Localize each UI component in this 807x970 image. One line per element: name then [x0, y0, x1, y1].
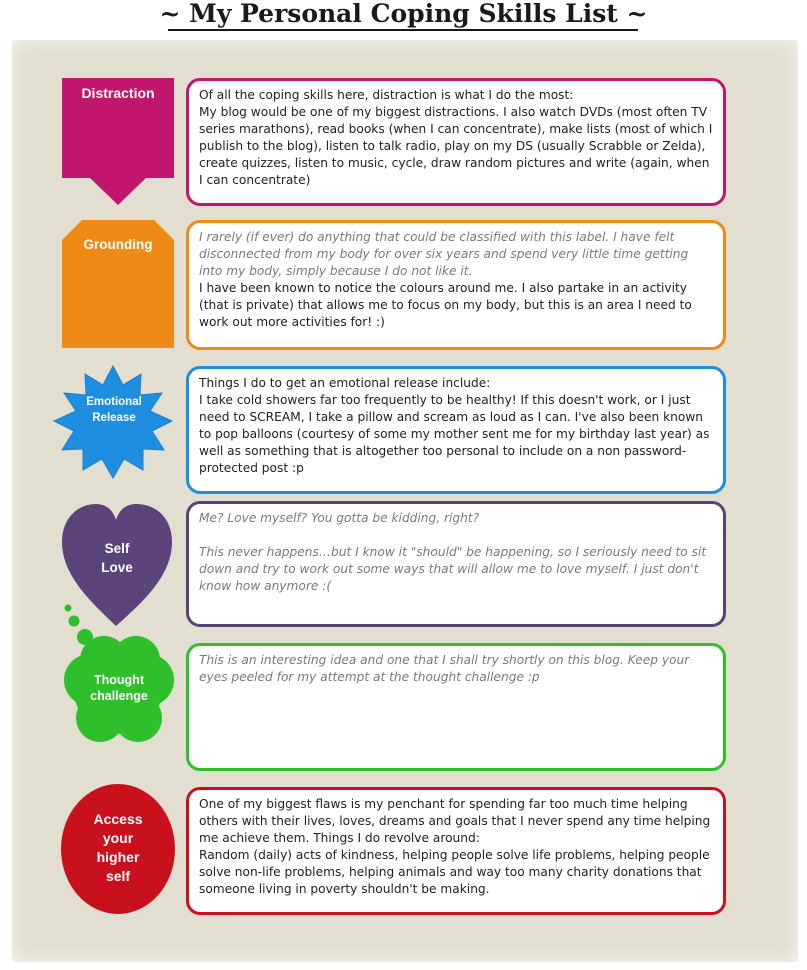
access-higher-self-text-box: [186, 787, 726, 915]
skill-paragraph: This never happens…but I know it "should" be happening, so I seriously need to sit down and try to work out some ways that will allow me to love myself. I just don't know how anymore :(: [199, 545, 707, 593]
skill-paragraph: Of all the coping skills here, distraction is what I do the most: My blog would be one of my biggest distractions. I also watch DVDs (most often TV series marathons), read books (when I can concentrate), make lists (most of which I publish to the blog), listen to talk radio, play on my DS (usually Scrabble or Zelda), create quizzes, listen to music, cycle, draw random pictures and write (again, when I can concentrate): [199, 88, 713, 187]
label-emotional-release: Emotional Release: [86, 396, 142, 424]
skill-paragraph: I rarely (if ever) do anything that could be classified with this label. I have felt disconnected from my body for over six years and spend very little time getting into my body, simply because I do not like it.: [199, 230, 689, 278]
distraction-text-box: [186, 78, 726, 206]
skill-paragraph: Things I do to get an emotional release include: I take cold showers far too frequently to be healthy! If this doesn't work, or I just need to SCREAM, I take a pillow and scream as loud as I can. I've also been known to pop balloons (courtesy of some my mother sent me for my birthday last year) as well as something that is altogether too personal to include on a non password-protected post :p: [199, 376, 710, 475]
label-self-love: Self Love: [101, 541, 133, 575]
skill-paragraph: [199, 527, 713, 544]
skill-paragraph: I have been known to notice the colours around me. I also partake in an activity (that is private) that allows me to focus on my body, but this is an area I need to work out more activities for! :): [199, 281, 692, 329]
thought-challenge-text-box: [186, 643, 726, 771]
skill-paragraph: Me? Love myself? You gotta be kidding, right?: [199, 511, 480, 525]
page-title: ~ My Personal Coping Skills List ~: [159, 0, 648, 28]
skill-paragraph: One of my biggest flaws is my penchant for spending far too much time helping others with their lives, loves, dreams and goals that I never spend any time helping me achieve them. Things I do revolve around: Random (daily) acts of kindness, helping people solve life problems, helping people solve non-life problems, helping animals and way too many charity donations that someone living in poverty shouldn't be making.: [199, 797, 711, 896]
emotional-release-text-box: [186, 366, 726, 494]
label-thought-challenge: Thought challenge: [90, 673, 148, 703]
label-access-higher-self: Access your higher self: [93, 811, 143, 884]
skill-paragraph: This is an interesting idea and one that I shall try shortly on this blog. Keep your eyes peeled for my attempt at the thought challenge :p: [199, 653, 690, 684]
label-distraction: Distraction: [81, 85, 155, 101]
grounding-text-box: [186, 220, 726, 350]
self-love-text-box: [186, 501, 726, 627]
label-grounding: Grounding: [83, 237, 153, 252]
